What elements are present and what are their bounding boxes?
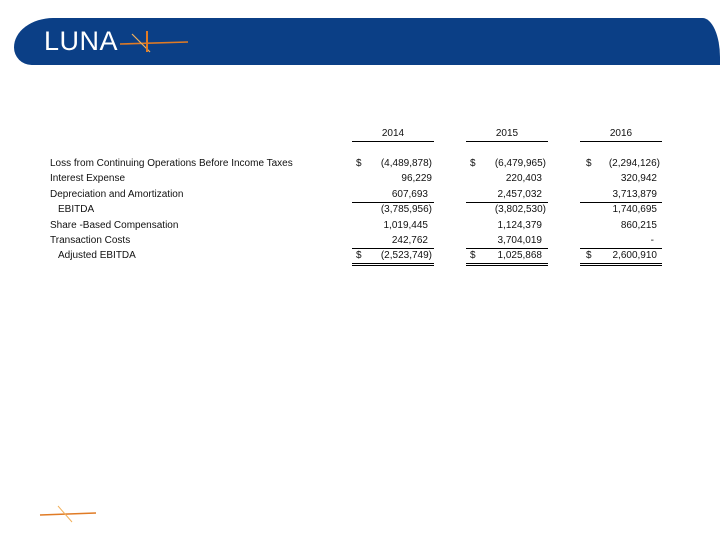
row-label-loss: Loss from Continuing Operations Before Income Taxes	[50, 158, 293, 169]
row-label-adjusted-ebitda: Adjusted EBITDA	[58, 250, 136, 261]
row-label-interest: Interest Expense	[50, 173, 126, 184]
subtotal-underline	[352, 202, 434, 203]
dollar-sign: $	[470, 250, 476, 261]
logo-spark-icon	[110, 22, 190, 62]
row-label-transaction: Transaction Costs	[50, 235, 131, 246]
luna-logo	[44, 26, 118, 56]
cell-ebitda-2016: 1,740,695	[612, 204, 657, 215]
dollar-sign: $	[586, 250, 592, 261]
total-underline	[352, 248, 434, 249]
grand-total-double-underline	[466, 263, 548, 266]
cell-transaction-2015: 3,704,019	[497, 235, 542, 246]
cell-adjusted-ebitda-2016: 2,600,910	[612, 250, 657, 261]
row-label-share-comp: Share -Based Compensation	[50, 220, 179, 231]
col-header-2014: 2014	[352, 128, 434, 142]
cell-loss-2016: (2,294,126)	[608, 158, 660, 169]
cell-adjusted-ebitda-2014: (2,523,749)	[380, 250, 432, 261]
cell-loss-2015: (6,479,965)	[494, 158, 546, 169]
row-label-ebitda: EBITDA	[58, 204, 95, 215]
footer-spark-icon	[38, 500, 98, 526]
cell-interest-2015: 220,403	[505, 173, 542, 184]
dollar-sign: $	[356, 250, 362, 261]
total-underline	[466, 248, 548, 249]
cell-interest-2016: 320,942	[620, 173, 657, 184]
cell-depreciation-2016: 3,713,879	[612, 189, 657, 200]
dollar-sign: $	[470, 158, 476, 169]
cell-transaction-2016: -	[650, 235, 654, 246]
dollar-sign: $	[356, 158, 362, 169]
cell-share-comp-2014: 1,019,445	[383, 220, 428, 231]
row-label-depreciation: Depreciation and Amortization	[50, 189, 184, 200]
cell-depreciation-2015: 2,457,032	[497, 189, 542, 200]
cell-interest-2014: 96,229	[401, 173, 432, 184]
col-header-2016: 2016	[580, 128, 662, 142]
cell-share-comp-2016: 860,215	[620, 220, 657, 231]
cell-ebitda-2014: (3,785,956)	[380, 204, 432, 215]
cell-transaction-2014: 242,762	[391, 235, 428, 246]
cell-loss-2014: (4,489,878)	[380, 158, 432, 169]
cell-depreciation-2014: 607,693	[391, 189, 428, 200]
subtotal-underline	[466, 202, 548, 203]
total-underline	[580, 248, 662, 249]
logo-divider	[146, 31, 148, 52]
cell-share-comp-2015: 1,124,379	[497, 220, 542, 231]
col-header-2015: 2015	[466, 128, 548, 142]
grand-total-double-underline	[352, 263, 434, 266]
dollar-sign: $	[586, 158, 592, 169]
cell-ebitda-2015: (3,802,530)	[494, 204, 546, 215]
logo-text: LUNA	[44, 26, 119, 56]
cell-adjusted-ebitda-2015: 1,025,868	[497, 250, 542, 261]
grand-total-double-underline	[580, 263, 662, 266]
subtotal-underline	[580, 202, 662, 203]
